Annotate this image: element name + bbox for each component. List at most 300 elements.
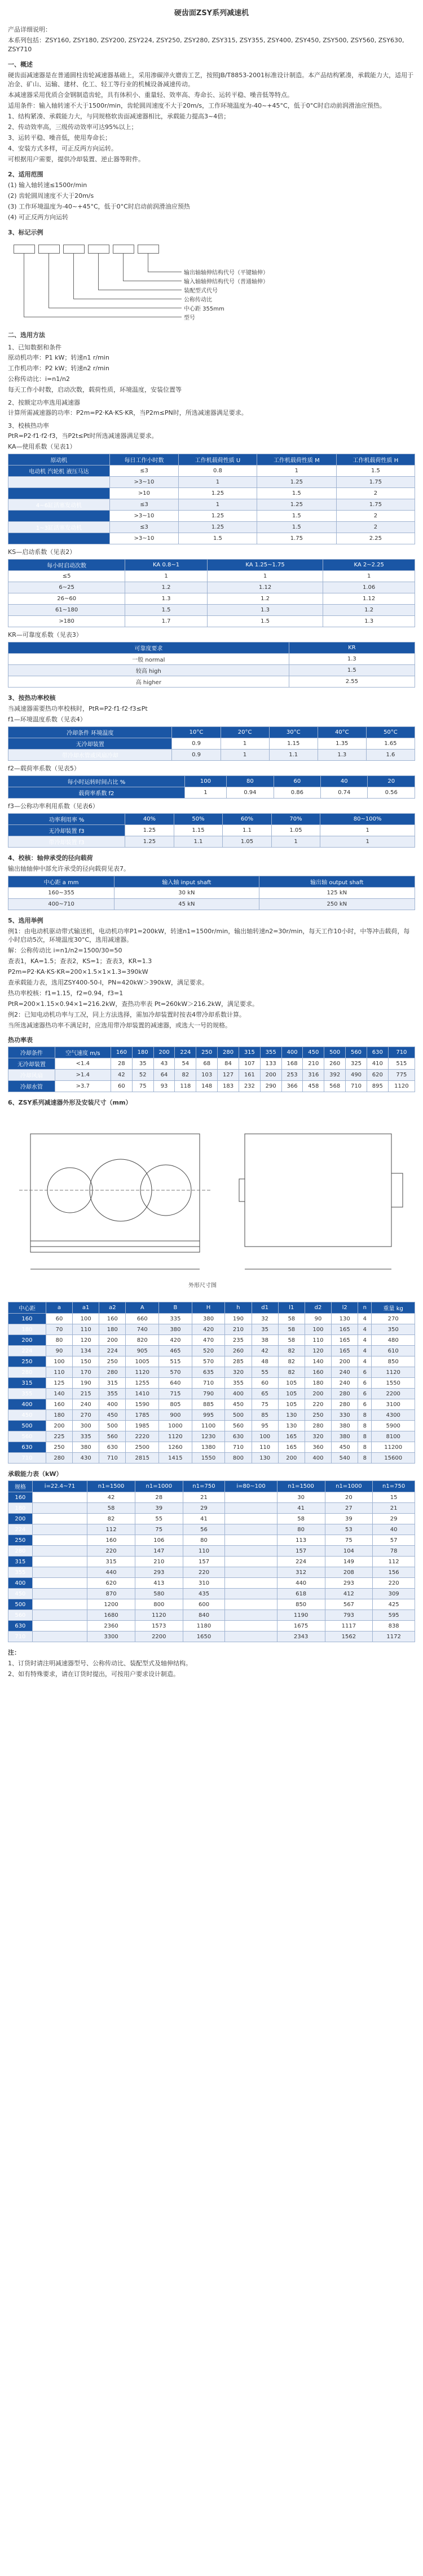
table-cell: 110 [305,1335,331,1346]
usage-item: (1) 输入轴转速≤1500r/min [8,181,87,189]
table-cell: 355 [8,1389,46,1399]
table-cell: 100 [305,1324,331,1335]
table-cell: 45 kN [114,899,259,910]
table-header: d2 [305,1302,331,1314]
example-line: P2m=P2·KA·KS·KR=200×1.5×1×1.3=390kW [8,968,148,976]
table-cell: 2815 [126,1453,159,1464]
table-cell: 200 [99,1335,126,1346]
table-cell: 208 [325,1567,373,1578]
table-cell: 630 [225,1431,252,1442]
table-cell: 160 [87,1535,135,1546]
table-cell: 冷却风扇 [8,1070,55,1081]
usage-heading: 2、适用范围 [8,171,43,178]
table-header: 20 [368,776,415,787]
table-cell: 420 [159,1335,192,1346]
table-cell: 400 [8,1399,46,1410]
example-line: 例1：由电动机驱动带式输送机，电动机功率P1=200kW，转速n1=1500r/min，输出轴转速n2=30r/min，每天工作10小时，中等冲击载荷，每小时启动5次，环境温度30°C，选用减速器。 [8,928,410,943]
example-line: 查表1，KA=1.5；查表2，KS=1；查表3，KR=1.3 [8,957,152,965]
table-cell: 995 [192,1410,225,1421]
selection-line: 每天工作小时数，启动次数，载荷性质，环境温度，安装位置等 [8,386,182,393]
table-cell: 32 [252,1314,278,1324]
table-cell: 710 [346,1081,367,1092]
table-header: 50% [174,814,223,825]
table-cell [225,1557,277,1567]
table-cell: 29 [183,1503,225,1514]
table-cell: 8 [358,1442,372,1453]
table-row [8,1621,415,1631]
table-cell: 1415 [159,1453,192,1464]
table-row [8,1389,415,1399]
table-header: n1=1000 [135,1481,183,1492]
feature-item: 3、运转平稳、噪音低，使用寿命长； [8,134,111,141]
table-cell: 4300 [372,1410,415,1421]
table-cell: 1 [221,738,269,750]
table-cell: 1.5 [179,533,257,544]
series-line [8,36,415,54]
table-cell [225,1514,277,1524]
selection-heading: 二、选用方法 [8,331,45,339]
table-header-row [8,727,415,738]
table-cell: 220 [183,1567,225,1578]
table-row [8,1589,415,1599]
table-cell: 1 [320,825,415,836]
code-box [38,245,60,254]
table-cell: 1 [221,750,269,761]
table-cell: 1650 [183,1631,225,1642]
table-header: 中心距 a mm [8,876,114,888]
table-cell: 180 [8,1503,33,1514]
table-cell: 78 [373,1546,415,1557]
table-cell: 130 [252,1453,278,1464]
table-cell: 28 [111,1058,132,1070]
table-row [8,1314,415,1324]
table-cell: 400 [8,1578,33,1589]
table-header: 710 [388,1047,415,1058]
table-cell: 620 [367,1070,388,1081]
table-cell [225,1535,277,1546]
table-cell: 110 [46,1367,72,1378]
code-box [88,245,109,254]
table-header-row [8,776,415,787]
table-row [8,1410,415,1421]
table-cell: 1 [125,571,208,582]
table-cell [32,1567,87,1578]
table-cell: 70 [46,1324,72,1335]
table-cell: 635 [192,1367,225,1378]
table-header: B [159,1302,192,1314]
table-cell: 电动机 汽轮机 液压马达 [8,465,110,477]
table-row [8,522,415,533]
table-cell: 1.25 [257,477,336,488]
table-cell: 300 [73,1421,99,1431]
table-cell: ≤5 [8,571,125,582]
table-cell: 0.56 [368,787,415,799]
table-cell: 1.6 [366,750,415,761]
table-header: 80 [227,776,274,787]
table-cell: 320 [305,1431,331,1442]
table-row [8,1378,415,1389]
table-cell: 90 [46,1346,72,1356]
table-cell: 无冷却装置 [8,738,172,750]
table2-caption: KS—启动系数（见表2） [8,548,76,556]
table-cell: 800 [135,1599,183,1610]
selection-line: 原动机功率：P1 kW；转速n1 r/min [8,354,109,361]
reducer-drawing [8,1111,415,1297]
table-cell: 290 [260,1081,281,1092]
table-cell: 130 [278,1421,305,1431]
table-cell: 905 [126,1346,159,1356]
table-cell: 280 [46,1453,72,1464]
example-line: 当所选减速器热功率不满足时，应选用带冷却装置的减速器，或选大一号的规格。 [8,1022,231,1029]
table-cell: 149 [325,1557,373,1567]
table-header: 每日工作小时数 [109,454,178,465]
table-cell: 6 [358,1389,372,1399]
table-cell: 235 [225,1335,252,1346]
housing-side-outline [245,1134,391,1247]
table-usage-factor [8,454,415,544]
table-cell: 253 [281,1070,303,1081]
table-cell: 160 [305,1367,331,1378]
table-cell [8,533,110,544]
feature-item: 4、安装方式多样，可正反两方向运转。 [8,145,117,152]
table-cell: 400 [305,1453,331,1464]
table-cell: 600 [183,1599,225,1610]
table-header: 40 [321,776,368,787]
table-cell: 1120 [372,1367,415,1378]
table-header: 可靠度要求 [8,642,289,654]
table-row [8,1524,415,1535]
table-cell: 64 [153,1070,175,1081]
table-cell: 1 [179,477,257,488]
table-cell: 4~6缸活塞发动机 [8,499,110,511]
table-cell [32,1557,87,1567]
table-cell: 850 [277,1599,325,1610]
footer-note: 2、如有特殊要求，请在订货时提出，可按用户要求设计制造。 [8,1670,179,1678]
table-cell: 250 [8,1535,33,1546]
table-cell [32,1610,87,1621]
table-row [8,488,415,499]
table-header: 180 [132,1047,153,1058]
table-cell: 29 [373,1514,415,1524]
table-cell: 200 [8,1335,46,1346]
table-cell: 2360 [87,1621,135,1631]
table-cell: 106 [135,1535,183,1546]
table-cell: 58 [278,1335,305,1346]
table-cell: 820 [126,1335,159,1346]
table-cell: 65 [252,1389,278,1399]
table-row [8,1610,415,1621]
table-cell: 793 [325,1610,373,1621]
table-header: 30°C [269,727,318,738]
table-cell: 180 [8,1324,46,1335]
table3-caption: KR—可靠度系数（见表3） [8,631,82,639]
table-cell: 1.25 [125,836,174,848]
table-cell [32,1514,87,1524]
table-cell: 270 [73,1410,99,1421]
table-row [8,571,415,582]
table-cell: 200 [332,1356,358,1367]
table-cell: 157 [183,1557,225,1567]
table-cell [32,1621,87,1631]
table-cell: 60 [46,1314,72,1324]
thermal-heading: 3、按热功率校核 [8,694,56,702]
table-cell: 58 [277,1514,325,1524]
table-cell: 1.75 [336,477,415,488]
table-cell: 280 [332,1389,358,1399]
table-row [8,888,415,899]
table-cell: 335 [73,1431,99,1442]
table-cell: 1.35 [318,738,366,750]
table-cell: 21 [373,1503,415,1514]
table-cell: 0.86 [274,787,320,799]
table-cell: 8 [358,1421,372,1431]
table-cell: 225 [46,1431,72,1442]
table-cell [32,1589,87,1599]
table-cell [32,1524,87,1535]
table-header: l2 [332,1302,358,1314]
table-cell: 232 [239,1081,260,1092]
table-cell: 790 [192,1389,225,1399]
table-cell: 1.1 [174,836,223,848]
table-header: a2 [99,1302,126,1314]
table-header: 160 [111,1047,132,1058]
table-cell: 147 [135,1546,183,1557]
table-cell: 1.5 [336,465,415,477]
table-cell: 380 [73,1442,99,1453]
capacity-heading: 承载能力表（kW） [8,1470,63,1478]
table-cell: >3~10 [109,533,178,544]
table-row [8,465,415,477]
table-row [8,1346,415,1356]
table-cell [225,1503,277,1514]
table-cell: 165 [278,1431,305,1442]
table-header: n1=750 [373,1481,415,1492]
table-cell: 0.8 [179,465,257,477]
table-cell: 710 [192,1378,225,1389]
table-cell: 无冷却装置 f3 [8,825,125,836]
table-cell: 270 [372,1314,415,1324]
table-cell: 580 [135,1589,183,1599]
table-header: 20°C [221,727,269,738]
table-cell: 54 [175,1058,196,1070]
table-cell: 200 [278,1453,305,1464]
table-header: 200 [153,1047,175,1058]
table-power-utilization [8,813,415,848]
table-cell: 41 [277,1503,325,1514]
table-header: 450 [303,1047,324,1058]
table6-caption: f3—公称功率利用系数（见表6） [8,802,99,810]
table-cell: ≤3 [109,465,178,477]
table-row [8,836,415,848]
table-cell: 560 [8,1431,46,1442]
table-cell: 250 [46,1442,72,1453]
leader-line [123,254,124,281]
table-row [8,477,415,488]
table-row [8,1367,415,1378]
table-cell: 1.25 [179,522,257,533]
table-header: 功率利用率 % [8,814,125,825]
table-header: l1 [278,1302,305,1314]
table-header: 70% [271,814,320,825]
table-cell [32,1492,87,1503]
example-line: 解：公称传动比 i=n1/n2=1500/30=50 [8,947,122,954]
table-cell: 170 [73,1367,99,1378]
example-heading: 5、选用举例 [8,917,43,924]
example-line: 查承载能力表，选用ZSY400-50-Ⅰ，PN=420kW＞390kW，满足要求。 [8,979,208,986]
table-header: 50°C [366,727,415,738]
table-cell: 355 [8,1567,33,1578]
table-header: 315 [239,1047,260,1058]
table-cell: 280 [8,1546,33,1557]
table-header: a [46,1302,72,1314]
table-cell: 1 [323,571,415,582]
table-cell: 1255 [126,1378,159,1389]
table-cell: 2 [336,488,415,499]
table-cell: 885 [192,1399,225,1410]
table-cell: 180 [99,1324,126,1335]
table-cell: 412 [325,1589,373,1599]
table-cell: 48 [252,1356,278,1367]
table-row [8,1356,415,1367]
table-header-row [8,642,415,654]
table-row [8,1503,415,1514]
table-cell: 330 [332,1410,358,1421]
table-load-factor [8,775,415,799]
table-row [8,899,415,910]
table-cell: 190 [225,1314,252,1324]
table-cell: 805 [159,1399,192,1410]
table-cell: 103 [196,1070,218,1081]
table-row [8,1070,415,1081]
table-cell: 850 [372,1356,415,1367]
table-cell: 168 [281,1058,303,1070]
table-cell: 1.25 [257,499,336,511]
table-cell: 90 [305,1314,331,1324]
table-cell: 6 [358,1378,372,1389]
table-cell: 210 [303,1058,324,1070]
table-header: 40°C [318,727,366,738]
table-cell: 458 [303,1081,324,1092]
table-cell: 1562 [325,1631,373,1642]
marking-label: 输入轴轴伸结构代号（普通轴伸） [184,279,268,285]
table-cell: 215 [73,1389,99,1399]
table-cell: 6 [358,1399,372,1410]
table-cell: 148 [196,1081,218,1092]
table-cell: 60 [252,1378,278,1389]
table-cell: 8 [358,1431,372,1442]
table-cell: 360 [305,1442,331,1453]
table-cell: 95 [252,1421,278,1431]
table-cell: 82 [175,1070,196,1081]
table-cell: 130 [278,1410,305,1421]
table-cell: 125 kN [259,888,415,899]
table-cell: 26~60 [8,593,125,605]
table-cell: 55 [135,1514,183,1524]
table-cell: 21 [183,1492,225,1503]
table-cell: 1.25 [179,511,257,522]
table-cell: 568 [324,1081,346,1092]
table-cell: 1120 [159,1431,192,1442]
table-row [8,1335,415,1346]
table-cell: 75 [135,1524,183,1535]
table-cell: 1.3 [289,654,415,665]
table-cell: 293 [325,1578,373,1589]
table-cell: 0.9 [172,738,221,750]
table-cell: 100 [46,1356,72,1367]
table-cell: 1.3 [318,750,366,761]
table-cell: 309 [373,1589,415,1599]
table-row [8,605,415,616]
table-cell: 425 [373,1599,415,1610]
table-cell: 420 [192,1324,225,1335]
dimension-table-body [8,1314,415,1464]
table-cell: 400~710 [8,899,114,910]
marking-label: 输出轴轴伸结构代号（平键轴伸） [184,270,268,276]
table-header: 400 [281,1047,303,1058]
table-header: a1 [73,1302,99,1314]
table-cell: 1680 [87,1610,135,1621]
table-cell: 112 [87,1524,135,1535]
example-line: PtR=200×1.15×0.94×1=216.2kW，查热功率表 Pt=260kW＞216.2kW，满足要求。 [8,1000,259,1008]
table-cell: 870 [87,1589,135,1599]
table-cell: 1100 [192,1421,225,1431]
table5-caption: f2—载荷率系数（见表5） [8,765,80,772]
table-row [8,665,415,676]
table-cell: 325 [346,1058,367,1070]
table-cell: 210 [135,1557,183,1567]
table-cell: 1000 [159,1421,192,1431]
table-row [8,593,415,605]
table-cell: 1.5 [257,511,336,522]
usage-item: (3) 工作环境温度为-40~+45°C，低于0°C时启动前润滑油应预热 [8,203,190,210]
table-reliability [8,642,415,688]
table-header: 40% [125,814,174,825]
table-cell: 165 [332,1324,358,1335]
selection-line: 公称传动比：i=n1/n2 [8,375,70,383]
table-header: 输入轴 input shaft [114,876,259,888]
table-cell: 高 higher [8,676,289,688]
marking-label: 型号 [184,315,195,321]
table-cell: 100 [73,1314,99,1324]
table-header: 80~100% [320,814,415,825]
table-cell [32,1631,87,1642]
table-header: KA 0.8~1 [125,560,208,571]
table-cell: 1 [179,499,257,511]
table-cell [225,1610,277,1621]
table-cell: 2220 [126,1431,159,1442]
table-header: 每小时启动次数 [8,560,125,571]
table-header: KR [289,642,415,654]
table-cell: 440 [87,1567,135,1578]
table-cell: 161 [239,1070,260,1081]
table-header: n1=750 [183,1481,225,1492]
table-cell: 带冷却装置 f3 [8,836,125,848]
table-header-row [8,560,415,571]
marking-heading: 3、标记示例 [8,229,43,236]
table-cell: 4 [358,1314,372,1324]
table-header: 重量 kg [372,1302,415,1314]
table-cell: 1675 [277,1621,325,1631]
table-cell: 82 [278,1346,305,1356]
table-cell: 4 [358,1346,372,1356]
table-cell: 1410 [126,1389,159,1399]
table-cell: 200 [46,1421,72,1431]
table-cell: 1200 [87,1599,135,1610]
table-cell: 1.3 [207,605,323,616]
selection-line: 工作机功率：P2 kW；转速n2 r/min [8,365,109,372]
table-cell: 630 [8,1442,46,1453]
table-row [8,1546,415,1557]
